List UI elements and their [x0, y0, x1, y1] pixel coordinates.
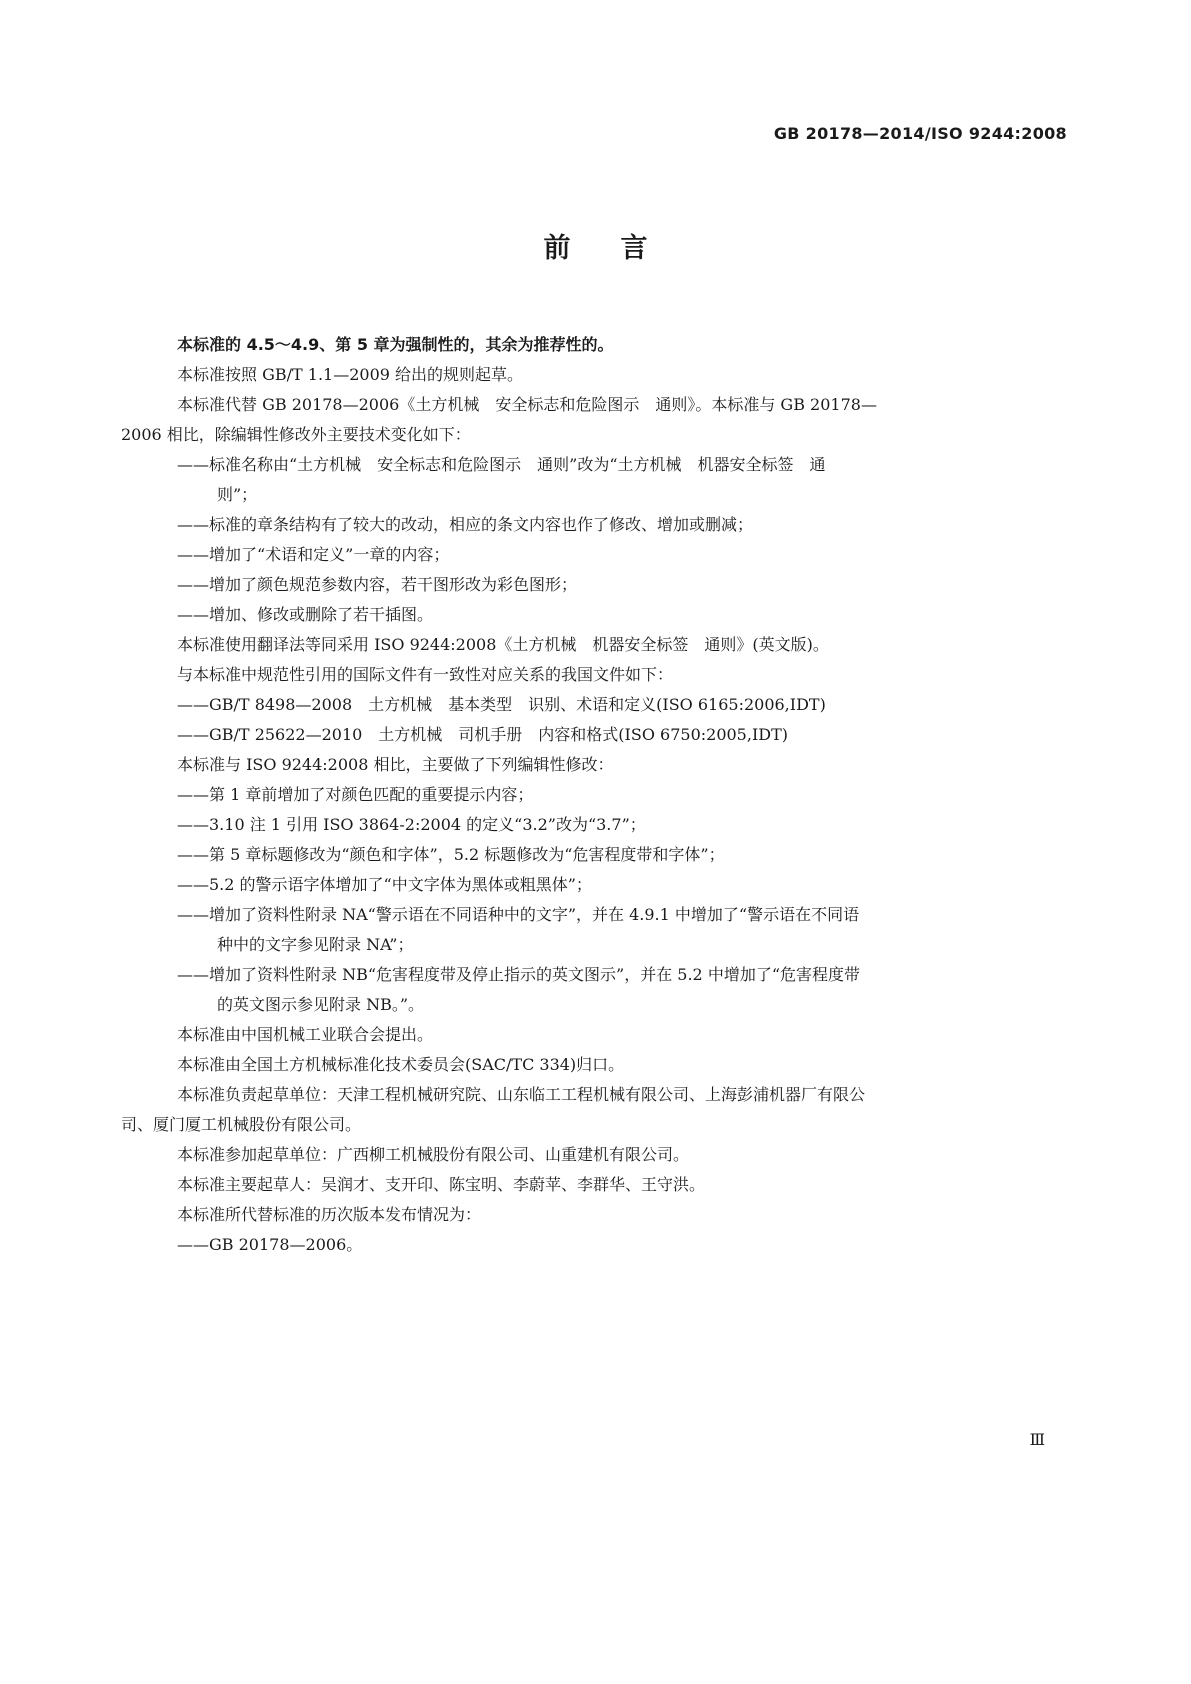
list-item: ——第 5 章标题修改为“颜色和字体”，5.2 标题修改为“危害程度带和字体”； [177, 845, 725, 864]
paragraph: 本标准所代替标准的历次版本发布情况为： [177, 1205, 482, 1224]
paragraph: 本标准与 ISO 9244:2008 相比，主要做了下列编辑性修改： [177, 755, 614, 774]
list-item-continuation: 种中的文字参见附录 NA”； [217, 935, 414, 954]
paragraph: 本标准使用翻译法等同采用 ISO 9244:2008《土方机械 机器安全标签 通则》(英文版)。 [177, 635, 829, 654]
list-item-continuation: 的英文图示参见附录 NB。”。 [217, 995, 425, 1014]
mandatory-clause-statement: 本标准的 4.5～4.9、第 5 章为强制性的，其余为推荐性的。 [177, 335, 614, 354]
paragraph: 本标准由中国机械工业联合会提出。 [177, 1025, 434, 1044]
list-item: ——增加了颜色规范参数内容，若干图形改为彩色图形； [177, 575, 578, 594]
list-item: ——标准的章条结构有了较大的改动，相应的条文内容也作了修改、增加或删减； [177, 515, 754, 534]
list-item: ——增加了“术语和定义”一章的内容； [177, 545, 450, 564]
list-item: ——增加、修改或删除了若干插图。 [177, 605, 434, 624]
paragraph: 本标准主要起草人：吴润才、支开印、陈宝明、李蔚苹、李群华、王守洪。 [177, 1175, 706, 1194]
paragraph: 本标准代替 GB 20178—2006《土方机械 安全标志和危险图示 通则》。本标准与 GB 20178— [177, 395, 877, 414]
list-item: ——增加了资料性附录 NA“警示语在不同语种中的文字”，并在 4.9.1 中增加了“警示语在不同语 [177, 905, 860, 924]
list-item: ——3.10 注 1 引用 ISO 3864-2:2004 的定义“3.2”改为“3.7”； [177, 815, 646, 834]
list-item: ——标准名称由“土方机械 安全标志和危险图示 通则”改为“土方机械 机器安全标签 通 [177, 455, 826, 474]
page-title: 前言 [543, 233, 698, 264]
paragraph-continuation: 2006 相比，除编辑性修改外主要技术变化如下： [121, 425, 471, 444]
paragraph: 本标准按照 GB/T 1.1—2009 给出的规则起草。 [177, 365, 524, 384]
paragraph: 本标准参加起草单位：广西柳工机械股份有限公司、山重建机有限公司。 [177, 1145, 690, 1164]
paragraph: 本标准由全国土方机械标准化技术委员会(SAC/TC 334)归口。 [177, 1055, 625, 1074]
list-item: ——增加了资料性附录 NB“危害程度带及停止指示的英文图示”，并在 5.2 中增加了“危害程度带 [177, 965, 861, 984]
paragraph: 本标准负责起草单位：天津工程机械研究院、山东临工工程机械有限公司、上海彭浦机器厂有限公 [177, 1085, 866, 1104]
paragraph-continuation: 司、厦门厦工机械股份有限公司。 [121, 1115, 362, 1134]
standard-number: GB 20178—2014/ISO 9244:2008 [773, 124, 1067, 143]
foreword-body [121, 330, 1063, 1260]
list-item-continuation: 则”； [217, 485, 258, 504]
list-item: ——GB 20178—2006。 [177, 1235, 363, 1254]
list-item: ——第 1 章前增加了对颜色匹配的重要提示内容； [177, 785, 534, 804]
page-number: Ⅲ [1029, 1430, 1045, 1449]
list-item: ——5.2 的警示语字体增加了“中文字体为黑体或粗黑体”； [177, 875, 592, 894]
list-item: ——GB/T 25622—2010 土方机械 司机手册 内容和格式(ISO 6750:2005,IDT) [177, 725, 789, 744]
paragraph: 与本标准中规范性引用的国际文件有一致性对应关系的我国文件如下： [177, 665, 674, 684]
list-item: ——GB/T 8498—2008 土方机械 基本类型 识别、术语和定义(ISO 6165:2006,IDT) [177, 695, 826, 714]
